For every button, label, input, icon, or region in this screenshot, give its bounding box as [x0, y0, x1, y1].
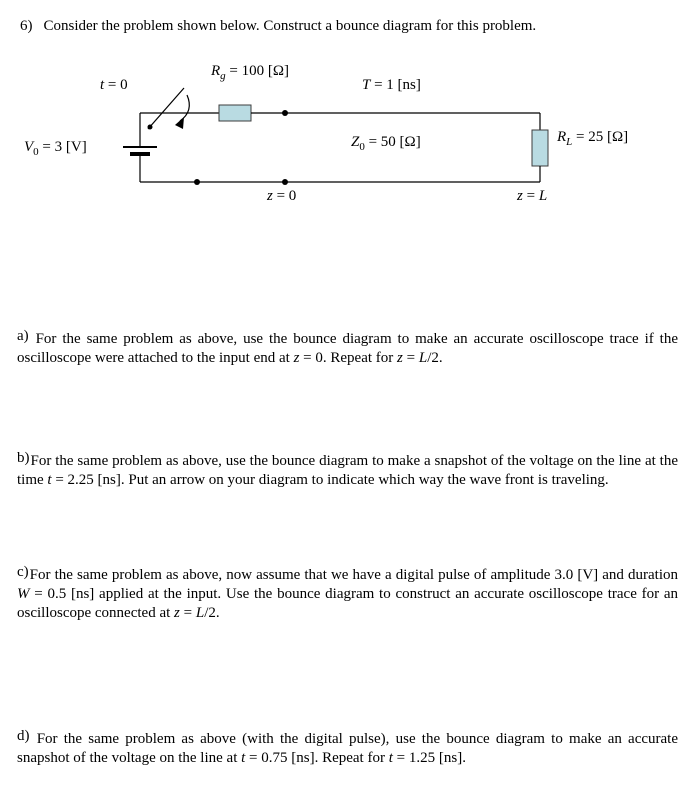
line-impedance-label: $Z_0 = 50$ [Ω] — [351, 134, 421, 153]
switch-icon — [148, 88, 190, 130]
junction-dot-top — [282, 110, 288, 116]
part-b-text: For the same problem as above, use the bounce diagram to make a snapshot of the voltage on the line at the time t = 2.25 [ns]. Put an arrow on your diagram to indicate which way the wave front is traveling. — [17, 453, 678, 488]
part-a — [17, 330, 678, 368]
junction-dot-bottom-left — [194, 179, 200, 185]
part-b-label: b) — [17, 450, 30, 466]
source-resistor — [219, 105, 251, 121]
part-d — [17, 730, 678, 768]
switch-time-label: t = 0 — [100, 77, 128, 93]
part-c-label: c) — [17, 564, 29, 580]
problem-statement — [20, 18, 678, 35]
circuit-diagram — [0, 55, 695, 220]
load-resistor-label: $R_L = 25$ [Ω] — [557, 129, 629, 148]
source-voltage-label: $V_0 = 3$ [V] — [24, 139, 87, 158]
junction-dot-bottom — [282, 179, 288, 185]
delay-label: T = 1 [ns] — [362, 77, 421, 93]
source-resistor-label: $R_g = 100$ [Ω] — [211, 63, 290, 82]
battery-icon — [123, 113, 157, 182]
part-a-text: For the same problem as above, use the bounce diagram to make an accurate oscilloscope trace if the oscilloscope were attached to the input end at z = 0. Repeat for z = L/2. — [17, 331, 678, 366]
part-c — [17, 566, 678, 623]
part-d-text: For the same problem as above (with the digital pulse), use the bounce diagram to make an accurate snapshot of the voltage on the line at t = 0.75 [ns]. Repeat for t = 1.25 [ns]. — [17, 731, 678, 766]
z-left-label: z = 0 — [267, 188, 297, 204]
part-a-label: a) — [17, 328, 29, 344]
problem-number: 6) — [20, 18, 33, 34]
problem-text: Consider the problem shown below. Construct a bounce diagram for this problem. — [43, 18, 537, 34]
load-resistor — [532, 130, 548, 166]
part-d-label: d) — [17, 728, 30, 744]
part-c-text: For the same problem as above, now assume that we have a digital pulse of amplitude 3.0 [V] and duration W = 0.5 [ns] applied at the input. Use the bounce diagram to construct an accurate oscilloscope trace for an oscilloscope connected at z = L/2. — [17, 567, 678, 621]
part-b — [17, 452, 678, 490]
z-right-label: z = L — [517, 188, 548, 204]
